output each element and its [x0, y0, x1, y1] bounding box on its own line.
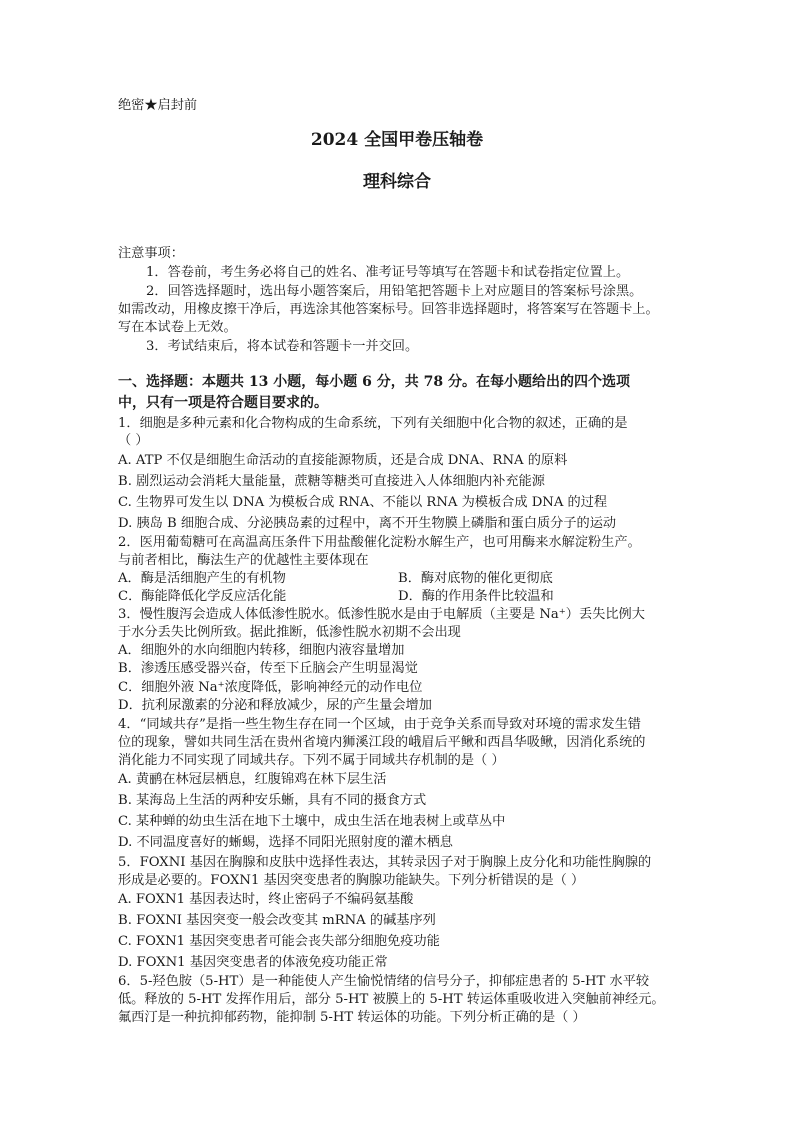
q3-option-b: B．渗透压感受器兴奋，传至下丘脑会产生明显渴觉 — [118, 661, 418, 676]
q3-option-d: D．抗利尿激素的分泌和释放减少，尿的产生量会增加 — [118, 698, 432, 713]
q4-option-a: A. 黄鹂在林冠层栖息，红腹锦鸡在林下层生活 — [118, 772, 387, 787]
q6-stem-end: 氟西汀是一种抗抑郁药物，能抑制 5-HT 转运体的功能。下列分析正确的是（ ） — [118, 1010, 586, 1025]
q3-option-c: C．细胞外液 Na⁺浓度降低，影响神经元的动作电位 — [118, 680, 423, 695]
q4-stem: 4．“同域共存”是指一些生物生存在同一个区域，由于竞争关系而导致对环境的需求发生错 — [118, 717, 641, 732]
note-2-end: 写在本试卷上无效。 — [118, 320, 237, 335]
q2-stem: 2．医用葡萄糖可在高温高压条件下用盐酸催化淀粉水解生产，也可用酶来水解淀粉生产。 — [118, 535, 641, 550]
section-heading: 一、选择题：本题共 13 小题，每小题 6 分，共 78 分。在每小题给出的四个选项 — [118, 374, 630, 390]
q4-option-d: D. 不同温度喜好的蜥蜴，选择不同阳光照射度的灌木栖息 — [118, 835, 453, 850]
q3-stem-cont: 于水分丢失比例所致。据此推断，低渗性脱水初期不会出现 — [118, 625, 461, 640]
q2-option-d: D．酶的作用条件比较温和 — [398, 589, 554, 604]
q5-stem: 5．FOXNI 基因在胸腺和皮肤中选择性表达，其转录因子对于胸腺上皮分化和功能性胸腺的 — [118, 855, 652, 870]
note-2-continued: 如需改动，用橡皮擦干净后，再选涂其他答案标号。回答非选择题时，将答案写在答题卡上。 — [118, 302, 659, 317]
q2-option-a: A．酶是活细胞产生的有机物 — [118, 571, 286, 586]
q2-stem-cont: 与前者相比，酶法生产的优越性主要体现在 — [118, 553, 369, 568]
q4-option-c: C. 某种蝉的幼虫生活在地下土壤中，成虫生活在地表树上或草丛中 — [118, 814, 506, 829]
q3-stem: 3．慢性腹泻会造成人体低渗性脱水。低渗性脱水是由于电解质（主要是 Na⁺）丢失比例大 — [118, 607, 645, 622]
notes-heading: 注意事项： — [118, 246, 184, 261]
q2-option-c: C．酶能降低化学反应活化能 — [118, 589, 287, 604]
q6-stem: 6．5-羟色胺（5-HT）是一种能使人产生愉悦情绪的信号分子，抑郁症患者的 5-HT 水平较 — [118, 974, 650, 989]
exam-title: 2024 全国甲卷压轴卷 — [310, 130, 484, 150]
q1-stem: 1．细胞是多种元素和化合物构成的生命系统，下列有关细胞中化合物的叙述，正确的是 — [118, 416, 628, 431]
q1-option-b: B. 剧烈运动会消耗大量能量，蔗糖等糖类可直接进入人体细胞内补充能源 — [118, 474, 545, 489]
q1-option-c: C. 生物界可发生以 DNA 为模板合成 RNA、不能以 RNA 为模板合成 DNA 的过程 — [118, 495, 608, 510]
q1-option-d: D. 胰岛 B 细胞合成、分泌胰岛素的过程中，离不开生物膜上磷脂和蛋白质分子的运动 — [118, 516, 617, 531]
subject-title: 理科综合 — [363, 172, 431, 192]
q4-option-b: B. 某海岛上生活的两种安乐蜥，具有不同的摄食方式 — [118, 793, 427, 808]
section-heading-cont: 中，只有一项是符合题目要求的。 — [118, 395, 328, 411]
note-3: 3．考试结束后，将本试卷和答题卡一并交回。 — [146, 339, 419, 354]
q6-stem-cont: 低。释放的 5-HT 发挥作用后，部分 5-HT 被膜上的 5-HT 转运体重吸收进入突触前神经元。 — [118, 992, 665, 1007]
secret-label: 绝密★启封前 — [118, 98, 198, 113]
note-2: 2．回答选择题时，选出每小题答案后，用铅笔把答题卡上对应题目的答案标号涂黑。 — [146, 284, 643, 299]
q1-bracket: （ ） — [118, 433, 149, 448]
q4-stem-cont: 位的现象，譬如共同生活在贵州省境内狮溪江段的峨眉后平鳅和西昌华吸鳅，因消化系统的 — [118, 735, 646, 750]
q5-option-a: A. FOXN1 基因表达时，终止密码子不编码氨基酸 — [118, 892, 414, 907]
q2-row-2 — [118, 587, 678, 607]
q5-option-c: C. FOXN1 基因突变患者可能会丧失部分细胞免疫功能 — [118, 934, 440, 949]
q5-option-d: D. FOXN1 基因突变患者的体液免疫功能正常 — [118, 955, 388, 970]
q5-option-b: B. FOXNI 基因突变一般会改变其 mRNA 的碱基序列 — [118, 913, 436, 928]
note-1: 1．答卷前，考生务必将自己的姓名、准考证号等填写在答题卡和试卷指定位置上。 — [146, 265, 630, 280]
q2-option-b: B．酶对底物的催化更彻底 — [398, 571, 553, 586]
q2-row-1 — [118, 569, 678, 589]
q5-stem-cont: 形成是必要的。FOXN1 基因突变患者的胸腺功能缺失。下列分析错误的是（ ） — [118, 873, 585, 888]
q1-option-a: A. ATP 不仅是细胞生命活动的直接能源物质，还是合成 DNA、RNA 的原料 — [118, 453, 568, 468]
q4-stem-end: 消化能力不同实现了同域共存。下列不属于同域共存机制的是（ ） — [118, 753, 505, 768]
q3-option-a: A．细胞外的水向细胞内转移，细胞内液容量增加 — [118, 643, 405, 658]
